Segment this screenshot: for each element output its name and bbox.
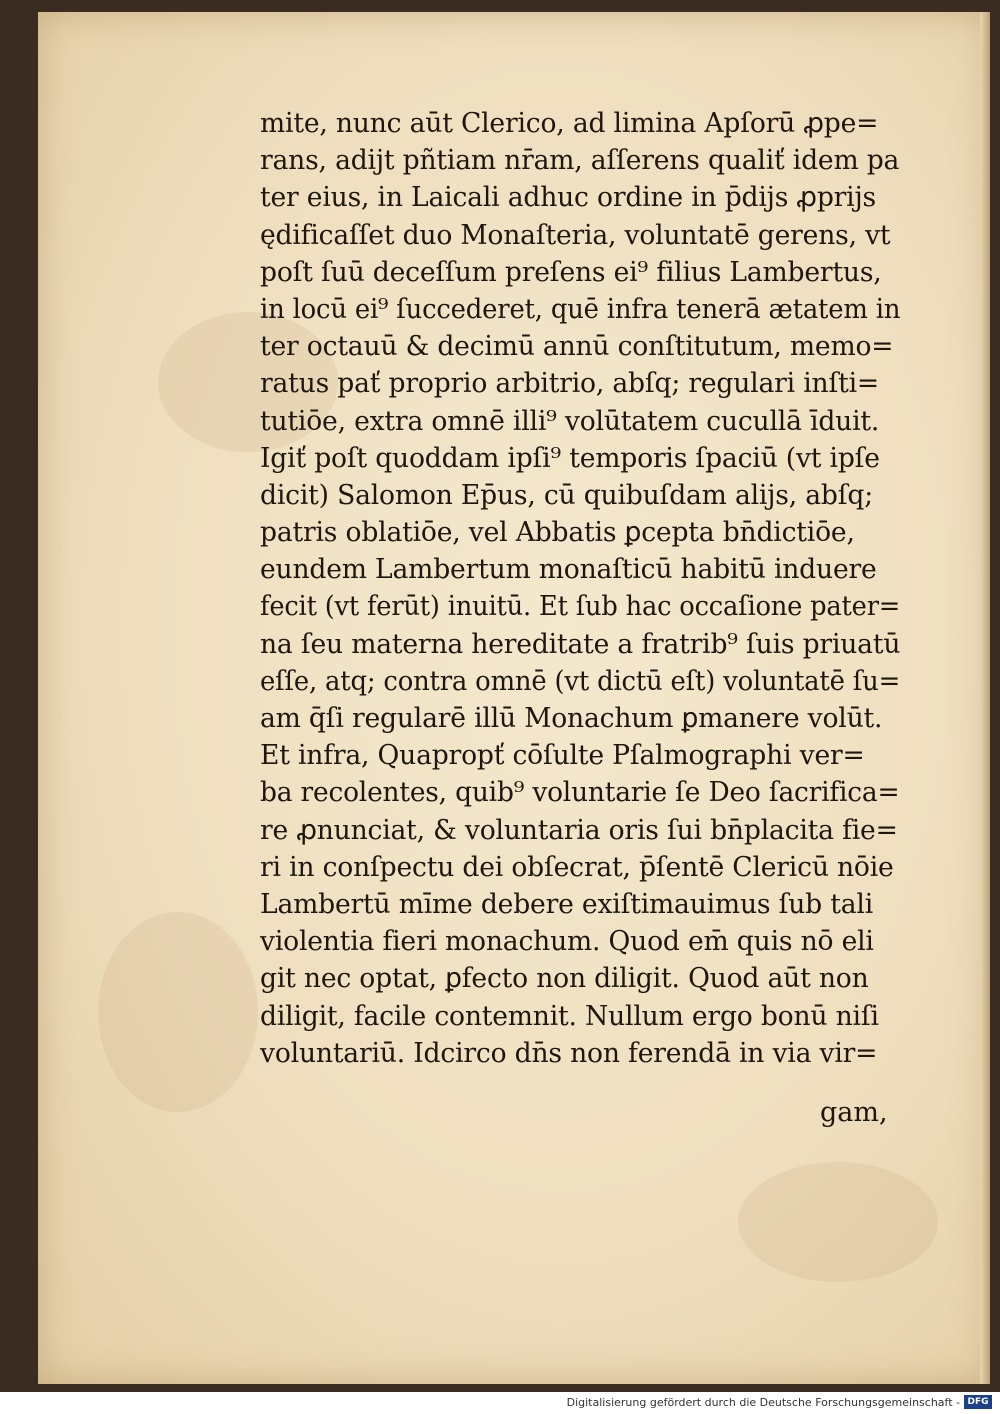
text-line: poſt ſuū deceſſum preſens ei⁹ filius Lambertus, [260,256,882,288]
text-line: ędificaſſet duo Monaſteria, voluntatē gerens, vt [260,219,891,251]
text-line: eundem Lambertum monaſticū habitū induere [260,554,877,586]
paper-stain [738,1162,938,1282]
text-line: violentia fieri monachum. Quod em̄ quis nō eli [260,926,874,958]
text-line: diligit, facile contemnit. Nullum ergo bonū niſi [260,1000,879,1032]
text-line: rans, adijt pñtiam nr̄am, aſſerens qualiť idem pa [260,145,900,177]
text-block [260,105,910,1072]
text-line: dicit) Salomon Ep̄us, cū quibuſdam alijs, abſq; [260,479,873,511]
text-line: tutiōe, extra omnē illi⁹ volūtatem cucullā īduit. [260,405,880,437]
text-line: re ꝓnunciat, & voluntaria oris ſui bn̄placita fie= [260,814,898,846]
text-line: na ſeu materna hereditate a fratrib⁹ ſuis priuatū [260,628,901,660]
text-line: ba recolentes, quib⁹ voluntarie ſe Deo ſacrifica= [260,777,900,809]
text-line: voluntariū. Idcirco dn̄s non ferendā in via vir= [260,1037,878,1069]
text-line: ter eius, in Laicali adhuc ordine in p̄dijs ꝓprijs [260,182,876,214]
funding-credit: Digitalisierung gefördert durch die Deutsche Forschungsgemeinschaft - [566,1396,960,1409]
text-line: eſſe, atq; contra omnē (vt dictū eſt) voluntatē ſu= [260,665,901,697]
text-line: Et infra, Quapropť cōſulte Pſalmographi ver= [260,740,865,772]
text-line: ri in conſpectu dei obſecrat, p̄ſentē Clericū nōie [260,851,894,883]
text-line: git nec optat, ꝑfecto non diligit. Quod aūt non [260,963,869,995]
text-line: mite, nunc aūt Clerico, ad limina Apſorū ꝓpe= [260,108,879,139]
text-line: ratus pať proprio arbitrio, abſq; regulari inſti= [260,368,879,400]
page-edge [980,12,990,1384]
text-line: Lambertū mīme debere exiſtimauimus ſub tali [260,888,874,920]
text-line: Igiť poſt quoddam ipſi⁹ temporis ſpaciū (vt ipſe [260,442,880,474]
text-line: in locū ei⁹ ſuccederet, quē infra tenerā ætatem in [260,293,901,325]
text-line: fecit (vt ferūt) inuitū. Et ſub hac occaſione pater= [260,591,901,623]
text-line: am q̄ſi regularē illū Monachum ꝑmanere volūt. [260,703,883,734]
text-line: ter octauū & decimū annū conſtitutum, memo= [260,331,894,363]
dfg-logo-icon: DFG [964,1395,992,1409]
text-line: patris oblatiōe, vel Abbatis ꝑcepta bn̄dictiōe, [260,517,855,549]
footer-bar [0,1392,1000,1414]
catchword: gam, [820,1097,888,1128]
paper-stain [98,912,258,1112]
